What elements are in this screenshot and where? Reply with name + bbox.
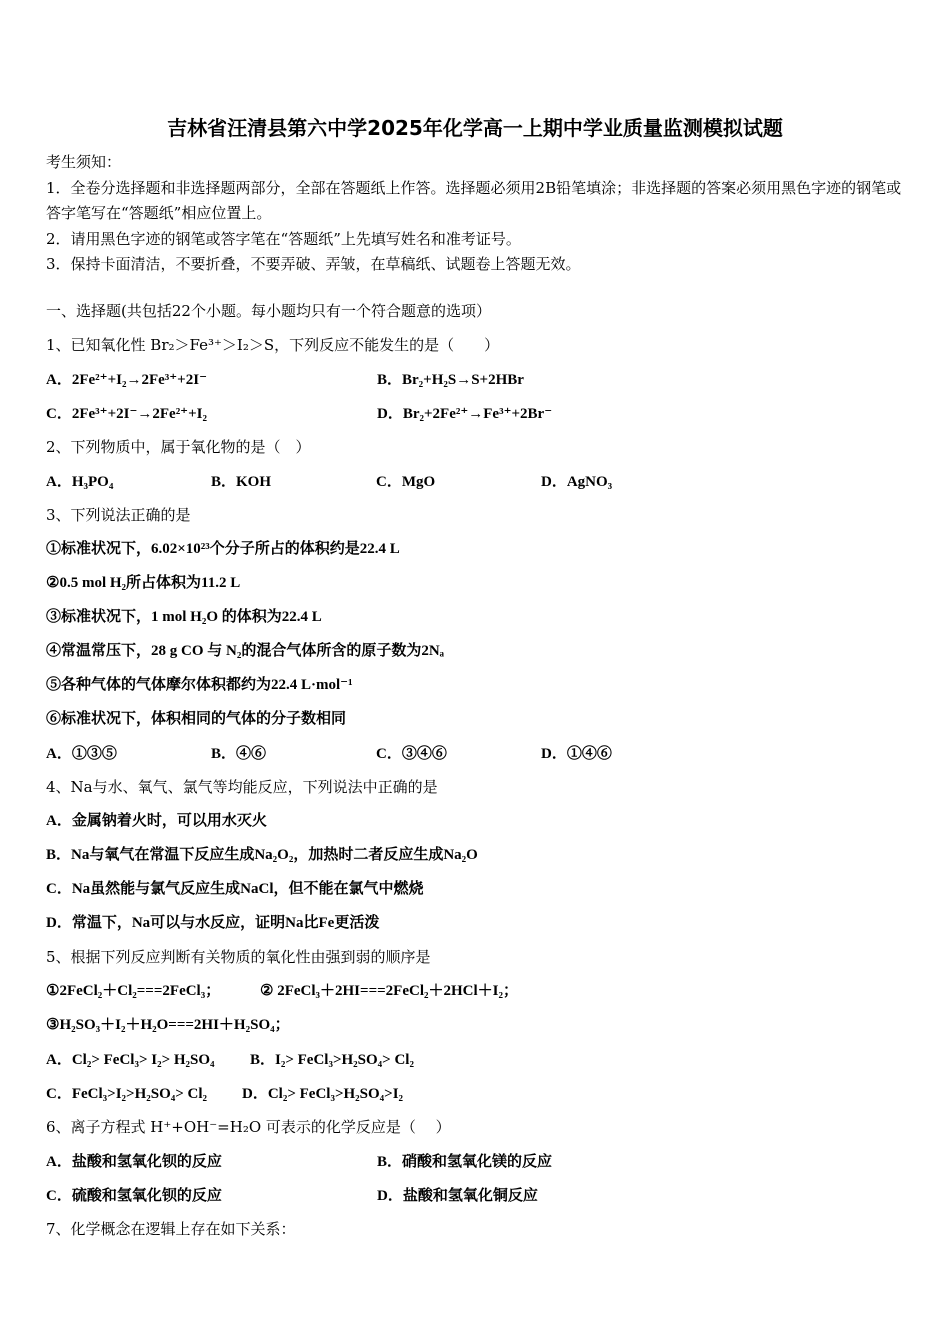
q5-option-b: B．I₂> FeCl₃>H₂SO₄> Cl₂ [250,1052,414,1068]
q3-option-a: A．①③⑤ [46,746,117,762]
q5-option-a: A．Cl₂> FeCl₃> I₂> H₂SO₄ [46,1052,215,1068]
section-heading: 一、选择题(共包括22个小题。每小题均只有一个符合题意的选项） [46,302,491,320]
notes-heading: 考生须知： [46,153,122,171]
q5-reaction-2: ② 2FeCl₃＋2HI===2FeCl₂＋2HCl＋I₂； [260,983,518,999]
q5-reaction-3: ③H₂SO₃＋I₂＋H₂O===2HI＋H₂SO₄； [46,1017,290,1033]
question-7-stem: 7、化学概念在逻辑上存在如下关系： [46,1220,296,1238]
q3-option-c: C．③④⑥ [376,746,447,762]
q1-option-d: D．Br₂+2Fe²⁺→Fe³⁺+2Br⁻ [377,406,553,422]
q4-option-b: B．Na与氧气在常温下反应生成Na₂O₂，加热时二者反应生成Na₂O [46,847,478,863]
q3-statement: ⑤各种气体的气体摩尔体积都约为22.4 L·mol⁻¹ [46,677,353,693]
note-item: 2．请用黑色字迹的钢笔或答字笔在“答题纸”上先填写姓名和准考证号。 [46,229,521,248]
note-item: 1．全卷分选择题和非选择题两部分，全部在答题纸上作答。选择题必须用2B铅笔填涂；非选择题的答案必须用黑色字迹的钢笔或答字笔写在“答题纸”相应位置上。 [46,178,902,222]
q3-statement: ④常温常压下，28 g CO 与 N₂的混合气体所含的原子数为2Nₐ [46,643,445,659]
q2-option-d: D．AgNO₃ [541,474,613,490]
q3-option-d: D．①④⑥ [541,746,612,762]
q2-option-a: A．H₃PO₄ [46,474,114,490]
q1-option-a: A．2Fe²⁺+I₂→2Fe³⁺+2I⁻ [46,372,207,388]
q3-statement: ①标准状况下，6.02×10²³个分子所占的体积约是22.4 L [46,541,400,557]
q1-option-c: C．2Fe³⁺+2I⁻→2Fe²⁺+I₂ [46,406,207,422]
q6-option-c: C．硫酸和氢氧化钡的反应 [46,1188,222,1204]
q4-option-c: C．Na虽然能与氯气反应生成NaCl，但不能在氯气中燃烧 [46,881,424,897]
q5-reaction-1: ①2FeCl₂＋Cl₂===2FeCl₃； [46,983,221,999]
question-1-stem: 1、已知氧化性 Br₂＞Fe³⁺＞I₂＞S，下列反应不能发生的是（ ） [46,336,500,354]
q3-statement: ②0.5 mol H₂所占体积为11.2 L [46,575,241,591]
note-item: 3．保持卡面清洁，不要折叠，不要弄破、弄皱，在草稿纸、试题卷上答题无效。 [46,255,581,273]
q6-option-a: A．盐酸和氢氧化钡的反应 [46,1154,222,1170]
question-5-stem: 5、根据下列反应判断有关物质的氧化性由强到弱的顺序是 [46,948,431,966]
q4-option-d: D．常温下，Na可以与水反应，证明Na比Fe更活泼 [46,915,380,931]
q4-option-a: A．金属钠着火时，可以用水灭火 [46,813,267,829]
questions [46,298,906,1250]
q2-option-c: C．MgO [376,474,436,490]
question-6-stem: 6、离子方程式 H⁺+OH⁻=H₂O 可表示的化学反应是（ ） [46,1118,451,1136]
exam-notes [46,150,906,278]
q3-statement: ⑥标准状况下，体积相同的气体的分子数相同 [46,711,347,727]
q5-option-d: D．Cl₂> FeCl₃>H₂SO₄>I₂ [242,1086,404,1102]
q3-option-b: B．④⑥ [211,746,267,762]
question-2-stem: 2、下列物质中，属于氧化物的是（ ） [46,438,311,456]
q3-statement: ③标准状况下，1 mol H₂O 的体积为22.4 L [46,609,322,625]
q2-option-b: B．KOH [211,474,272,490]
page-title: 吉林省汪清县第六中学2025年化学高一上期中学业质量监测模拟试题 [167,116,783,140]
question-3-stem: 3、下列说法正确的是 [46,506,191,524]
q6-option-b: B．硝酸和氢氧化镁的反应 [377,1154,553,1170]
q6-option-d: D．盐酸和氢氧化铜反应 [377,1188,538,1204]
q5-option-c: C．FeCl₃>I₂>H₂SO₄> Cl₂ [46,1086,208,1102]
question-4-stem: 4、Na与水、氧气、氯气等均能反应，下列说法中正确的是 [46,778,438,796]
q1-option-b: B．Br₂+H₂S→S+2HBr [377,372,524,388]
